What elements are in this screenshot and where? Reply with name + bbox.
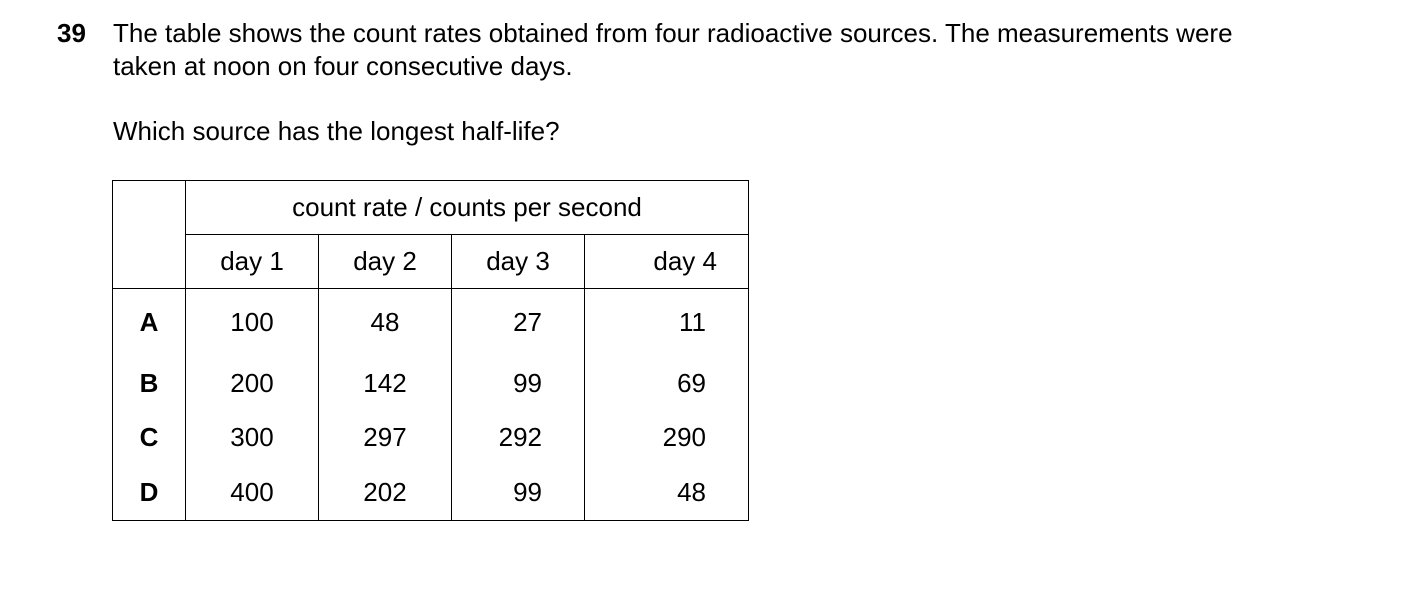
table-row <box>113 411 749 465</box>
count-value: 300 <box>186 411 319 465</box>
count-value: 142 <box>319 357 452 411</box>
source-label: B <box>113 357 186 411</box>
count-value: 48 <box>585 465 749 521</box>
source-label: D <box>113 465 186 521</box>
question-text <box>113 17 1383 148</box>
table-header-row <box>113 181 749 235</box>
day-header: day 2 <box>319 234 452 288</box>
source-label: C <box>113 411 186 465</box>
count-value: 290 <box>585 411 749 465</box>
source-label: A <box>113 288 186 357</box>
count-value: 292 <box>452 411 585 465</box>
day-header: day 1 <box>186 234 319 288</box>
count-value: 69 <box>585 357 749 411</box>
day-header: day 3 <box>452 234 585 288</box>
count-value: 99 <box>452 357 585 411</box>
count-value: 200 <box>186 357 319 411</box>
table-row <box>113 357 749 411</box>
count-value: 99 <box>452 465 585 521</box>
question-number: 39 <box>57 18 86 48</box>
count-value: 202 <box>319 465 452 521</box>
corner-cell <box>113 181 186 235</box>
table-row <box>113 465 749 521</box>
question-text-line-1: The table shows the count rates obtained from four radioactive sources. The measurements were <box>113 18 1233 48</box>
day-header-row <box>113 234 749 288</box>
count-value: 48 <box>319 288 452 357</box>
question-prompt: Which source has the longest half-life? <box>113 116 560 146</box>
corner-cell-lower <box>113 234 186 288</box>
count-value: 27 <box>452 288 585 357</box>
day-header: day 4 <box>585 234 749 288</box>
count-value: 100 <box>186 288 319 357</box>
count-value: 11 <box>585 288 749 357</box>
count-rate-table <box>112 180 749 521</box>
count-value: 400 <box>186 465 319 521</box>
table-row <box>113 288 749 357</box>
count-rate-header: count rate / counts per second <box>186 181 749 235</box>
question-text-line-2: taken at noon on four consecutive days. <box>113 51 573 81</box>
count-value: 297 <box>319 411 452 465</box>
